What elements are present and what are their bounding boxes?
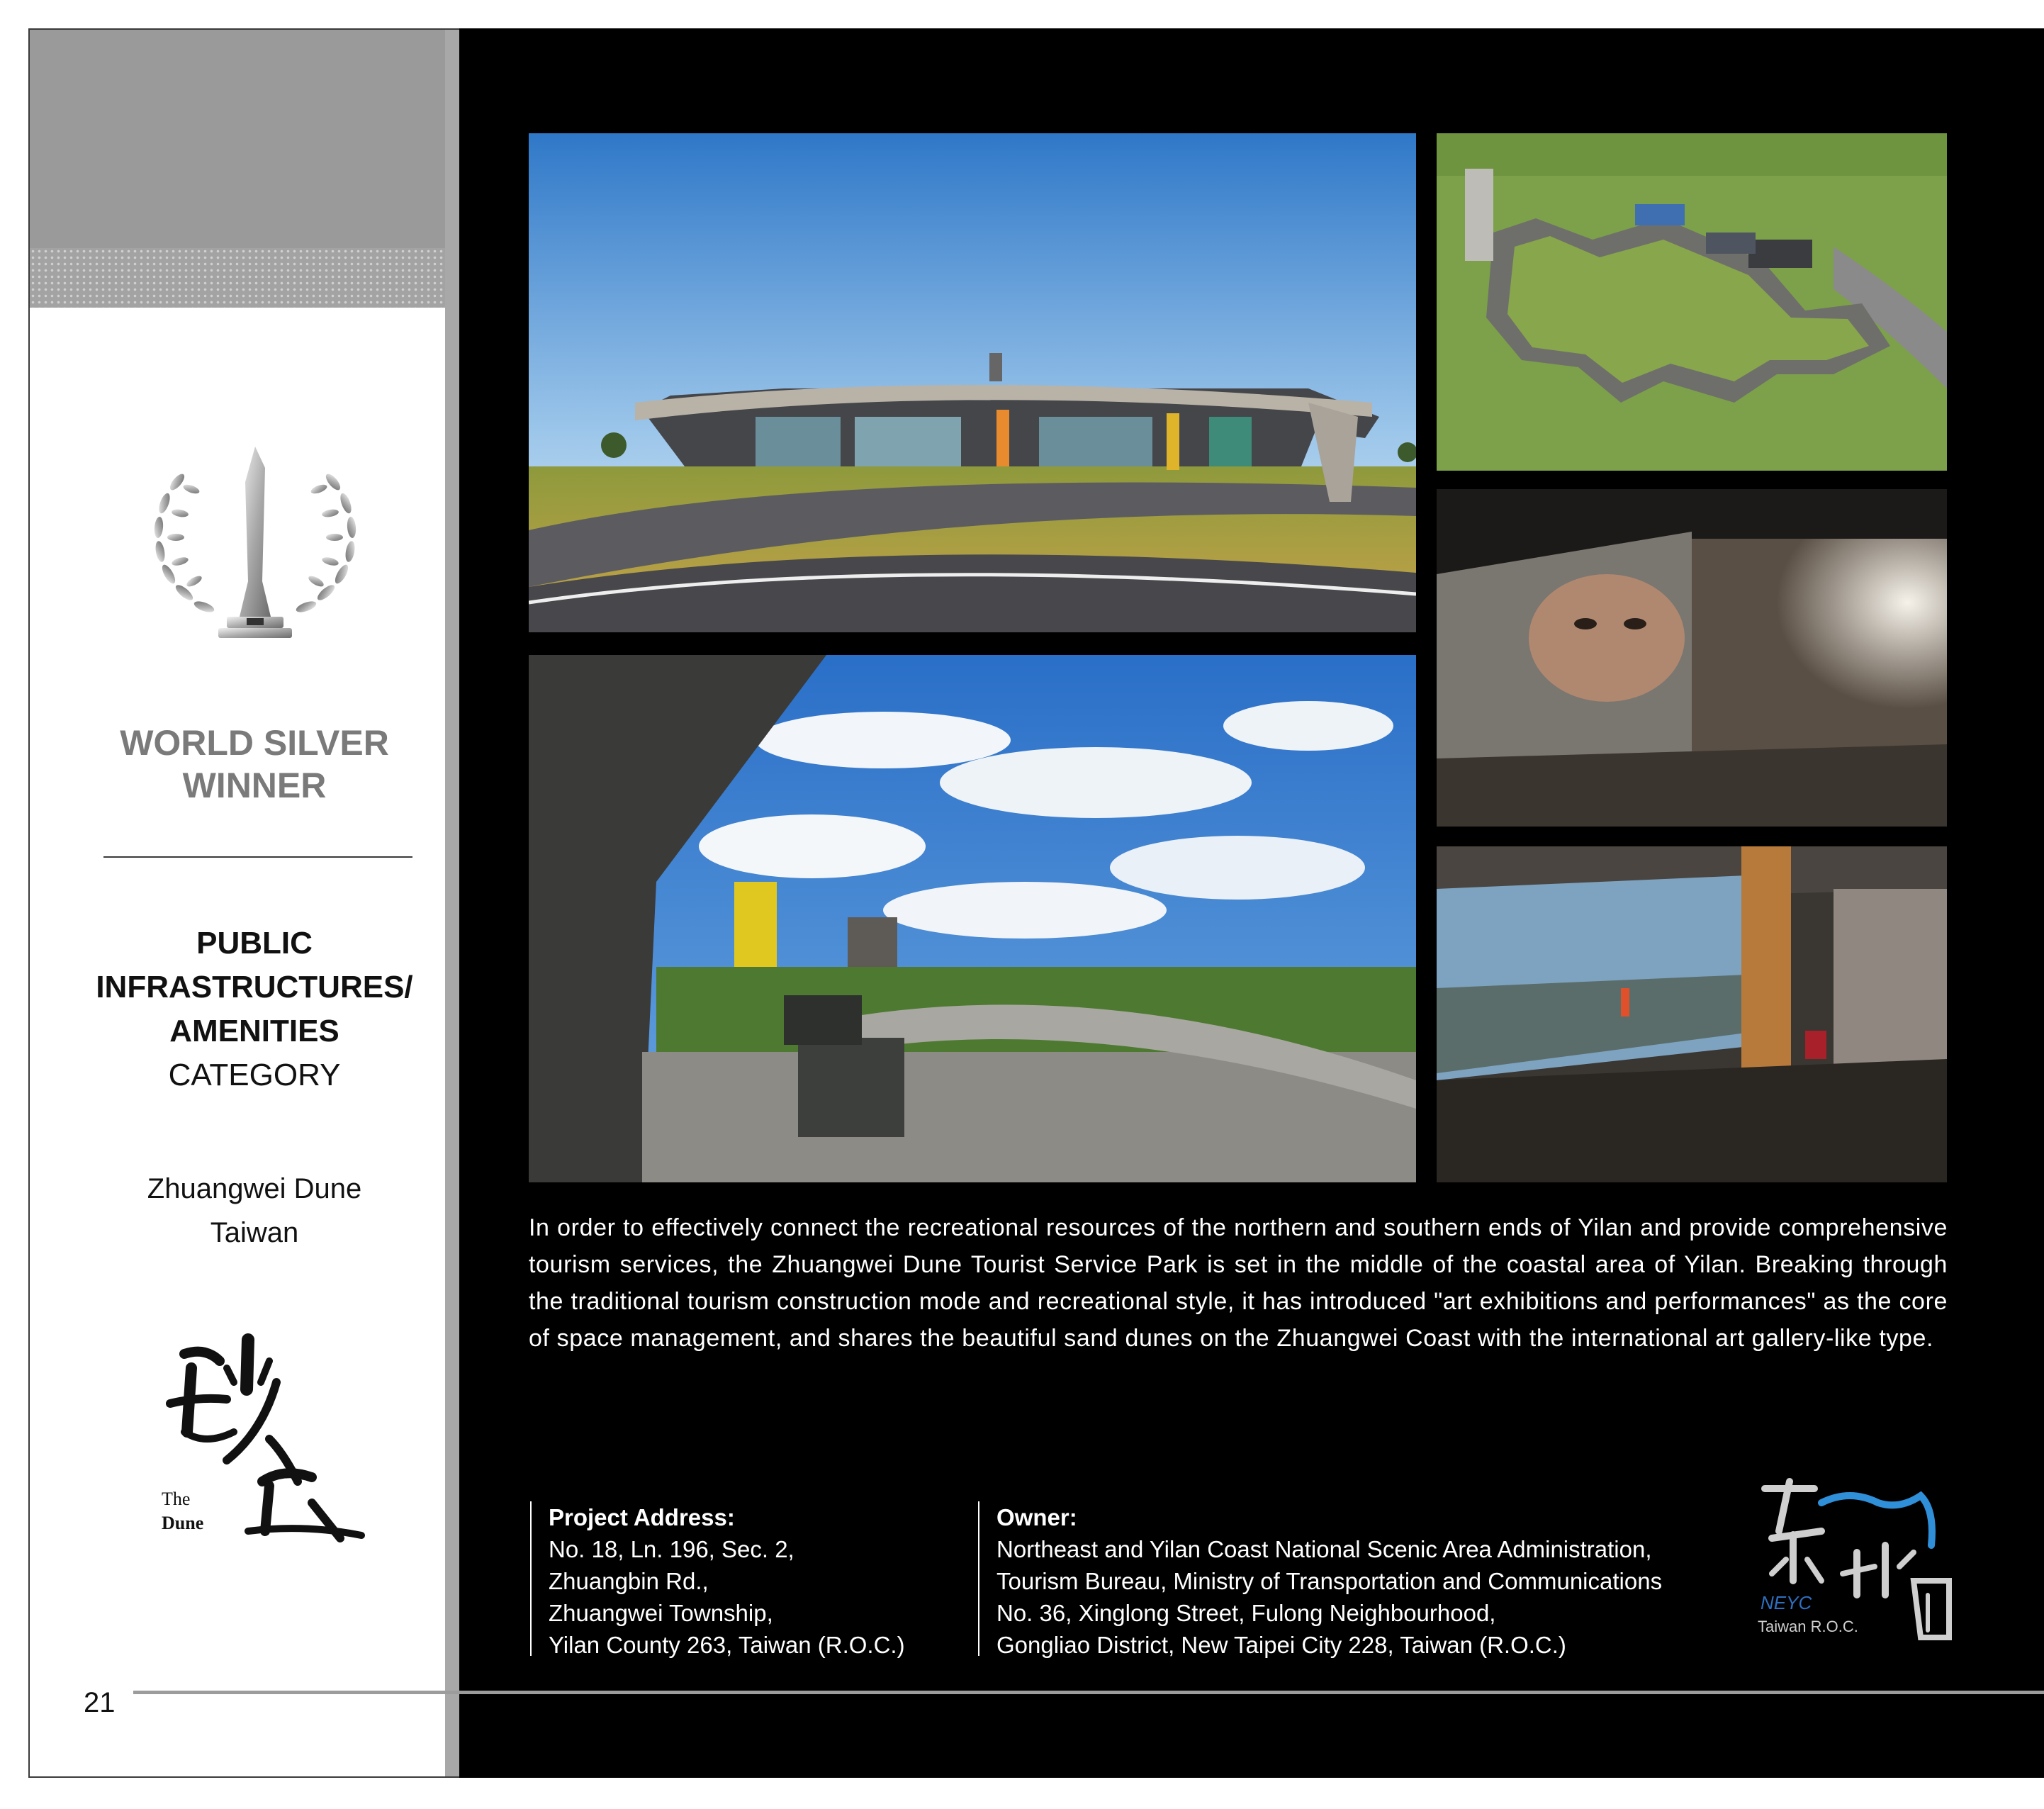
silver-award-icon — [135, 439, 376, 652]
category-line-4: CATEGORY — [168, 1058, 341, 1092]
award-title-line-2: WINNER — [182, 766, 327, 805]
photo-ramp-courtyard — [529, 655, 1416, 1182]
neyc-logo — [1751, 1467, 1963, 1666]
photo-gallery-projection — [1437, 846, 1947, 1182]
photo-aerial-view — [1437, 133, 1947, 471]
address-line: Zhuangwei Township, — [549, 1600, 773, 1626]
category-line-1: PUBLIC — [196, 926, 313, 960]
address-line: No. 18, Ln. 196, Sec. 2, — [549, 1536, 794, 1562]
category-title — [43, 922, 466, 1097]
neyc-abbr: NEYC — [1761, 1592, 1812, 1613]
category-line-3: AMENITIES — [169, 1014, 339, 1048]
category-line-2: INFRASTRUCTURES/ — [96, 970, 413, 1004]
award-title — [43, 722, 466, 807]
page-number: 21 — [84, 1687, 116, 1718]
project-country: Taiwan — [210, 1217, 299, 1248]
left-header-block — [30, 30, 445, 248]
owner-block — [978, 1501, 1662, 1656]
dune-logo-the: The — [162, 1489, 191, 1509]
project-address-block — [530, 1501, 905, 1656]
divider-line — [103, 856, 412, 858]
address-line: Zhuangbin Rd., — [549, 1568, 709, 1594]
photo-building-exterior — [529, 133, 1416, 632]
project-title: Zhuangwei Dune — [147, 1173, 362, 1204]
owner-label: Owner: — [996, 1504, 1077, 1530]
dune-logo-dune: Dune — [162, 1513, 204, 1533]
project-name — [43, 1167, 466, 1255]
project-description: In order to effectively connect the recreational resources of the northern and southern ends of Yilan and provide comprehensive tourism services, the Zhuangwei Dune Tourist Service Park is set in the middle of the coastal area of Yilan. Breaking through the traditional tourism construction mode and recreational style, it has introduced "art exhibitions and performances" as the core of space management, and shares the beautiful sand dunes on the Zhuangwei Coast with the international art gallery-like type. — [529, 1214, 1948, 1352]
owner-line: No. 36, Xinglong Street, Fulong Neighbourhood, — [996, 1600, 1496, 1626]
address-label: Project Address: — [549, 1504, 735, 1530]
gray-stripe — [445, 30, 459, 1776]
dotted-band — [30, 248, 445, 308]
owner-line: Northeast and Yilan Coast National Scenic Area Administration, — [996, 1536, 1652, 1562]
award-title-line-1: WORLD SILVER — [120, 723, 389, 763]
page-footer-rule — [133, 1691, 2044, 1694]
neyc-country: Taiwan R.O.C. — [1758, 1618, 1858, 1635]
address-line: Yilan County 263, Taiwan (R.O.C.) — [549, 1632, 905, 1658]
dune-logo-text — [162, 1487, 203, 1535]
owner-line: Gongliao District, New Taipei City 228, Taiwan (R.O.C.) — [996, 1632, 1566, 1658]
owner-line: Tourism Bureau, Ministry of Transportation and Communications — [996, 1568, 1663, 1594]
photo-exhibition-face — [1437, 489, 1947, 827]
